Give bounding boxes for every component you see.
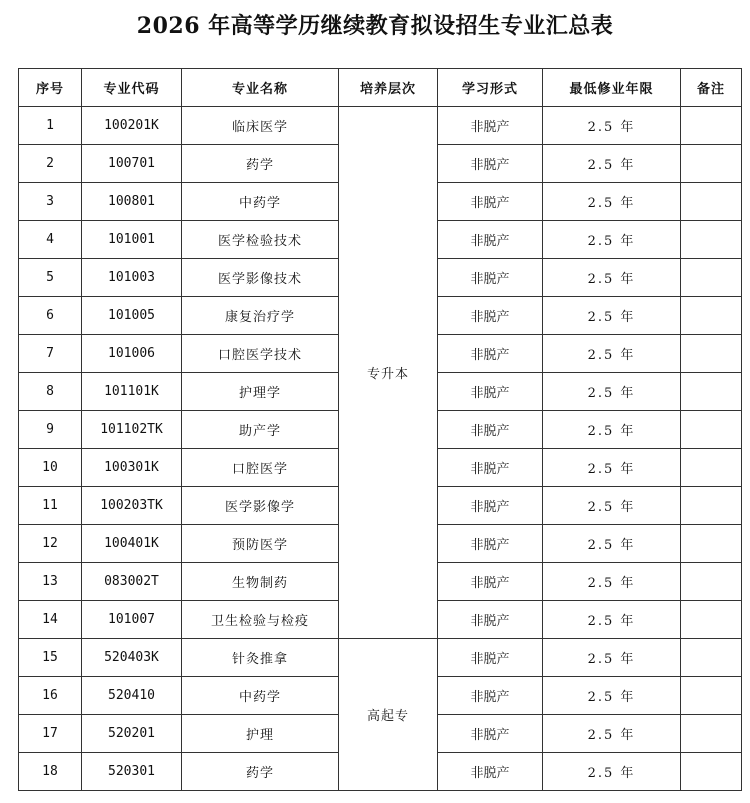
row-number-cell: 13 [19, 563, 82, 601]
min-years-cell: 2.5 年 [543, 753, 681, 791]
min-years-cell: 2.5 年 [543, 715, 681, 753]
study-form-cell: 非脱产 [438, 715, 543, 753]
major-name-cell: 中药学 [182, 677, 339, 715]
study-form-cell: 非脱产 [438, 449, 543, 487]
min-years-cell: 2.5 年 [543, 563, 681, 601]
note-cell [681, 221, 742, 259]
major-code-cell: 101005 [82, 297, 182, 335]
note-cell [681, 677, 742, 715]
major-name-cell: 卫生检验与检疫 [182, 601, 339, 639]
min-years-cell: 2.5 年 [543, 677, 681, 715]
major-name-cell: 中药学 [182, 183, 339, 221]
header-no: 序号 [19, 69, 82, 107]
document-title: 2026 年高等学历继续教育拟设招生专业汇总表 [136, 13, 614, 39]
min-years-cell: 2.5 年 [543, 601, 681, 639]
major-name-cell: 生物制药 [182, 563, 339, 601]
row-number-cell: 7 [19, 335, 82, 373]
row-number-cell: 16 [19, 677, 82, 715]
study-form-cell: 非脱产 [438, 601, 543, 639]
note-cell [681, 183, 742, 221]
min-years-cell: 2.5 年 [543, 259, 681, 297]
note-cell [681, 487, 742, 525]
major-code-cell: 100203TK [82, 487, 182, 525]
training-level-cell: 专升本 [339, 107, 438, 639]
major-name-cell: 药学 [182, 145, 339, 183]
min-years-cell: 2.5 年 [543, 335, 681, 373]
major-code-cell: 100801 [82, 183, 182, 221]
row-number-cell: 1 [19, 107, 82, 145]
major-code-cell: 100301K [82, 449, 182, 487]
study-form-cell: 非脱产 [438, 753, 543, 791]
major-name-cell: 康复治疗学 [182, 297, 339, 335]
major-code-cell: 520201 [82, 715, 182, 753]
min-years-cell: 2.5 年 [543, 639, 681, 677]
row-number-cell: 15 [19, 639, 82, 677]
major-name-cell: 口腔医学 [182, 449, 339, 487]
major-code-cell: 100201K [82, 107, 182, 145]
header-code: 专业代码 [82, 69, 182, 107]
study-form-cell: 非脱产 [438, 563, 543, 601]
major-code-cell: 100401K [82, 525, 182, 563]
training-level-cell: 高起专 [339, 639, 438, 791]
min-years-cell: 2.5 年 [543, 145, 681, 183]
row-number-cell: 2 [19, 145, 82, 183]
major-name-cell: 医学检验技术 [182, 221, 339, 259]
note-cell [681, 411, 742, 449]
major-code-cell: 520301 [82, 753, 182, 791]
min-years-cell: 2.5 年 [543, 107, 681, 145]
study-form-cell: 非脱产 [438, 183, 543, 221]
study-form-cell: 非脱产 [438, 677, 543, 715]
row-number-cell: 6 [19, 297, 82, 335]
row-number-cell: 11 [19, 487, 82, 525]
major-code-cell: 101102TK [82, 411, 182, 449]
note-cell [681, 753, 742, 791]
note-cell [681, 563, 742, 601]
note-cell [681, 449, 742, 487]
min-years-cell: 2.5 年 [543, 411, 681, 449]
major-summary-table [18, 68, 742, 791]
major-code-cell: 101007 [82, 601, 182, 639]
major-name-cell: 药学 [182, 753, 339, 791]
major-name-cell: 口腔医学技术 [182, 335, 339, 373]
note-cell [681, 715, 742, 753]
header-form: 学习形式 [438, 69, 543, 107]
min-years-cell: 2.5 年 [543, 449, 681, 487]
major-code-cell: 101006 [82, 335, 182, 373]
header-level: 培养层次 [339, 69, 438, 107]
major-name-cell: 护理 [182, 715, 339, 753]
row-number-cell: 17 [19, 715, 82, 753]
study-form-cell: 非脱产 [438, 145, 543, 183]
row-number-cell: 10 [19, 449, 82, 487]
row-number-cell: 14 [19, 601, 82, 639]
study-form-cell: 非脱产 [438, 335, 543, 373]
major-code-cell: 100701 [82, 145, 182, 183]
study-form-cell: 非脱产 [438, 411, 543, 449]
table-header-row [19, 69, 742, 107]
min-years-cell: 2.5 年 [543, 183, 681, 221]
note-cell [681, 335, 742, 373]
row-number-cell: 18 [19, 753, 82, 791]
study-form-cell: 非脱产 [438, 259, 543, 297]
study-form-cell: 非脱产 [438, 297, 543, 335]
min-years-cell: 2.5 年 [543, 221, 681, 259]
table-row [19, 639, 742, 677]
min-years-cell: 2.5 年 [543, 525, 681, 563]
note-cell [681, 601, 742, 639]
note-cell [681, 107, 742, 145]
note-cell [681, 639, 742, 677]
major-name-cell: 临床医学 [182, 107, 339, 145]
study-form-cell: 非脱产 [438, 639, 543, 677]
major-code-cell: 520410 [82, 677, 182, 715]
min-years-cell: 2.5 年 [543, 297, 681, 335]
study-form-cell: 非脱产 [438, 373, 543, 411]
min-years-cell: 2.5 年 [543, 373, 681, 411]
table-body [19, 107, 742, 791]
major-code-cell: 101003 [82, 259, 182, 297]
major-code-cell: 101101K [82, 373, 182, 411]
header-years: 最低修业年限 [543, 69, 681, 107]
row-number-cell: 4 [19, 221, 82, 259]
major-name-cell: 医学影像技术 [182, 259, 339, 297]
major-name-cell: 医学影像学 [182, 487, 339, 525]
study-form-cell: 非脱产 [438, 525, 543, 563]
major-code-cell: 101001 [82, 221, 182, 259]
row-number-cell: 5 [19, 259, 82, 297]
header-note: 备注 [681, 69, 742, 107]
header-name: 专业名称 [182, 69, 339, 107]
row-number-cell: 12 [19, 525, 82, 563]
major-name-cell: 预防医学 [182, 525, 339, 563]
row-number-cell: 9 [19, 411, 82, 449]
note-cell [681, 525, 742, 563]
note-cell [681, 373, 742, 411]
note-cell [681, 145, 742, 183]
major-name-cell: 助产学 [182, 411, 339, 449]
study-form-cell: 非脱产 [438, 221, 543, 259]
note-cell [681, 297, 742, 335]
row-number-cell: 3 [19, 183, 82, 221]
major-name-cell: 护理学 [182, 373, 339, 411]
major-name-cell: 针灸推拿 [182, 639, 339, 677]
row-number-cell: 8 [19, 373, 82, 411]
min-years-cell: 2.5 年 [543, 487, 681, 525]
note-cell [681, 259, 742, 297]
major-code-cell: 520403K [82, 639, 182, 677]
study-form-cell: 非脱产 [438, 487, 543, 525]
major-code-cell: 083002T [82, 563, 182, 601]
table-row [19, 107, 742, 145]
study-form-cell: 非脱产 [438, 107, 543, 145]
